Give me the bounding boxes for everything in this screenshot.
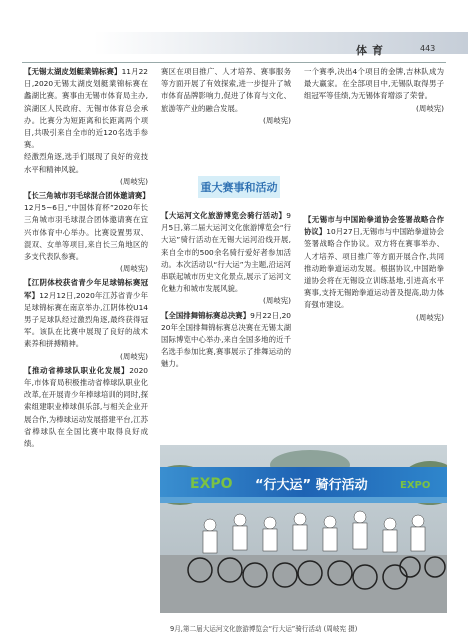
article-body-text: 一个赛季,决出4个项目的金牌,吉林队成为最大赢家。在全部项目中,无锡队取得男子组冠军等佳绩,为无锡体育增添了荣誉。 [304, 67, 444, 101]
article-body-text: 2020年,市体育局积极推动省棒球队职业化改革,在开展青少年棒球培训的同时,探索组建职业棒球俱乐部,与相关企业开展合作,为棒球运动发展搭建平台,江苏省棒球队在全国比赛中取得良好成绩。 [24, 365, 148, 449]
column-3-top [304, 66, 444, 117]
article-paragraph [24, 277, 148, 350]
byline: (周岐宪) [120, 176, 148, 186]
article-body-text: 12月12日,2020年江苏省青少年足球锦标赛在南京举办,江阴体校U14男子足球队经过激烈角逐,最终获得冠军。该队在比赛中展现了良好的战术素养和拼搏精神。 [24, 290, 148, 349]
article-body-text: 10月27日,无锡市与中国跆拳道协会签署战略合作协议。双方将在赛事举办、人才培养、项目推广等方面开展合作,共同推动跆拳道运动发展。根据协议,中国跆拳道协会将在无锡设立训练基地,引进高水平赛事,支持无锡跆拳道运动普及提高,助力体育强市建设。 [304, 227, 444, 310]
article-paragraph [161, 210, 291, 295]
article-body-text: 9月5日,第二届大运河文化旅游博览会“行大运”骑行活动在无锡大运河沿线开展,来自全市的500余名骑行爱好者参加活动。本次活动以“行大运”为主题,沿运河串联起城市历史文化景点,展示了运河文化魅力和城市发展风貌。 [161, 211, 291, 294]
byline: (周岐宪) [263, 296, 291, 306]
article-paragraph [24, 365, 148, 450]
article-headline: 【推动省棒球队职业化发展】 [24, 365, 130, 375]
photo-caption: 9月,第二届大运河文化旅游博览会“行大运”骑行活动 (周岐宪 摄) [170, 625, 358, 633]
banner-main-text: “行大运” 骑行活动 [255, 478, 368, 493]
article-headline: 【无锡市与中国跆拳道协会签署战略合作协议】 [304, 215, 444, 237]
article-paragraph [304, 214, 444, 312]
article-paragraph [161, 66, 291, 115]
section-title: 体育 [356, 44, 388, 57]
article-headline: 【江阴体校获省青少年足球锦标赛冠军】 [24, 278, 148, 300]
article-body-text: 11月22日,2020无锡太湖皮划艇業锦标赛在蠡湖比赛。赛事由无锡市体育局主办,滨湖区人民政府、无锡市体育总会承办。比赛分为短距离和长距离两个项目,共吸引来自全市的近120名选手参赛。 [24, 67, 148, 150]
byline: (周岐宪) [263, 115, 291, 125]
header-rule [22, 62, 446, 63]
header-band [0, 32, 468, 54]
article-headline: 【大运河文化旅游博览会骑行活动】 [161, 211, 287, 220]
byline: (周岐宪) [416, 103, 444, 113]
column-2-bottom [161, 210, 291, 371]
column-2-top [161, 66, 291, 129]
article-paragraph [304, 66, 444, 103]
page-number: 443 [420, 44, 436, 53]
column-3-bottom [304, 214, 444, 326]
page-header [0, 0, 468, 62]
article-headline: 【全国排舞锦标赛总决赛】 [161, 310, 251, 320]
cycling-event-photo [160, 445, 447, 613]
banner-left-text: EXPO [190, 476, 233, 492]
article-paragraph [161, 310, 291, 371]
byline: (周岐宪) [120, 264, 148, 274]
section-heading: 重大赛事和活动 [198, 176, 280, 198]
article-paragraph [24, 190, 148, 263]
article-body-text: 12月5~6日,“中国体育杯”2020年长三角城市羽毛球混合团体邀请赛在宜兴市体育中心举办。比赛设置男双、混双、女单等项目,来自长三角地区的多支代表队参赛。 [24, 203, 148, 262]
article-paragraph [24, 151, 148, 175]
article-body-text: 9月22日,2020年全国排舞锦标赛总决赛在无锡太湖国际博览中心举办,来自全国多地的近千名选手参加比赛,赛事展示了排舞运动的魅力。 [161, 310, 291, 369]
byline: (周岐宪) [416, 312, 444, 322]
banner-right-text: EXPO [400, 480, 431, 491]
article-paragraph [24, 66, 148, 151]
column-1 [24, 66, 148, 450]
article-body-text: 赛区在项目推广、人才培养、赛事服务等方面开展了有效探索,进一步提升了城市体育品牌影响力,促进了体育与文化、旅游等产业的融合发展。 [161, 67, 291, 113]
article-headline: 【长三角城市羽毛球混合团体邀请赛】 [24, 191, 150, 201]
article-headline: 【无锡太湖皮划艇業锦标赛】 [24, 67, 122, 76]
article-body-text: 经激烈角逐,选手们展现了良好的竞技水平和精神风貌。 [24, 152, 148, 174]
byline: (周岐宪) [120, 351, 148, 361]
